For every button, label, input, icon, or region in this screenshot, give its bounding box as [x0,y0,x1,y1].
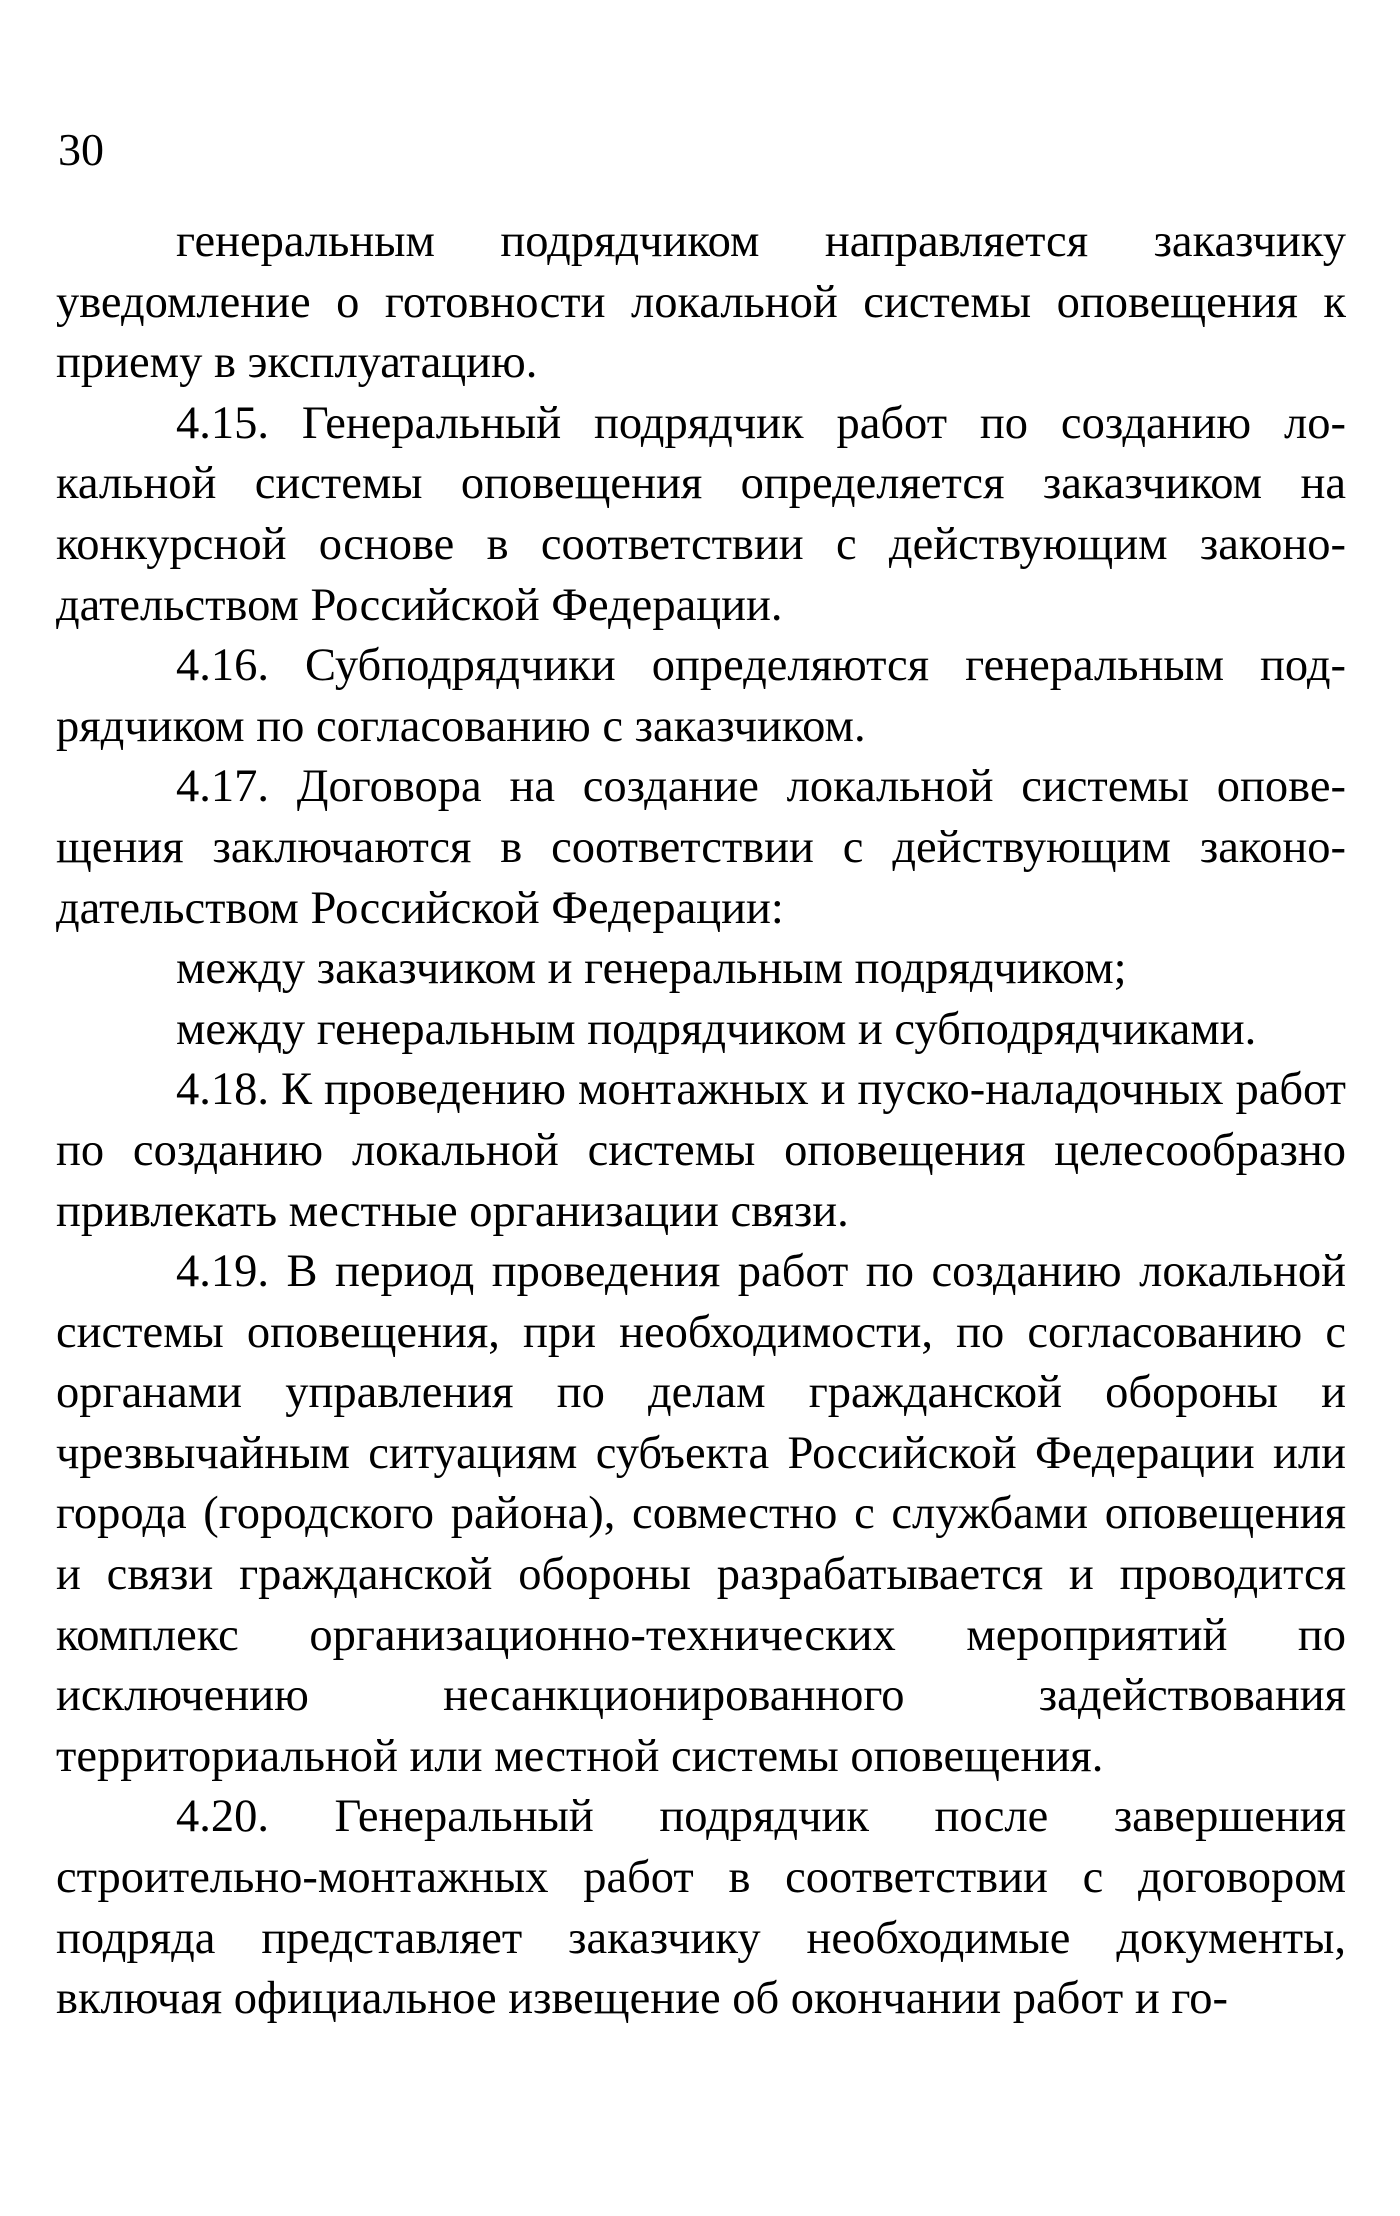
paragraph-4-19: 4.19. В период проведения работ по созданию локальной системы оповещения, при необходимости, по согласованию с органами управления по делам гражданской обороны и чрезвычайным ситуациям субъекта Российской Федерации или города (городского района), совместно с службами оповещения и связи гражданской обороны разрабатывается и проводится комплекс организационно-технических мероприятий по исключению несанкционированного задействования территориальной или местной системы оповещения. [56,1246,1346,1782]
paragraph-4-17: 4.17. Договора на создание локальной системы оповещения заключаются в соответствии с действующим законодательством Российской Федерации: [56,761,1346,934]
paragraph-4-15: 4.15. Генеральный подрядчик работ по созданию локальной системы оповещения определяется заказчиком на конкурсной основе в соответствии с действующим законодательством Российской Федерации. [56,397,1346,631]
paragraph-4-18: 4.18. К проведению монтажных и пуско-наладочных работ по созданию локальной системы оповещения целесообразно привлекать местные организации связи. [56,1064,1346,1237]
paragraph-continuation: генеральным подрядчиком направляется заказчику уведомление о готовности локальной системы оповещения к приему в эксплуатацию. [56,216,1346,389]
paragraph-4-16: 4.16. Субподрядчики определяются генеральным подрядчиком по согласованию с заказчиком. [56,640,1346,752]
page-number: 30 [58,124,104,175]
contract-item-1: между заказчиком и генеральным подрядчиком; [176,943,1127,995]
paragraph-4-20: 4.20. Генеральный подрядчик после завершения строительно-монтажных работ в соответствии с договором подряда представляет заказчику необходимые документы, включая официальное извещение об окончании работ и го- [56,1791,1346,2025]
text-body [56,212,1346,2030]
contract-item-2: между генеральным подрядчиком и субподрядчиками. [176,1003,1257,1055]
